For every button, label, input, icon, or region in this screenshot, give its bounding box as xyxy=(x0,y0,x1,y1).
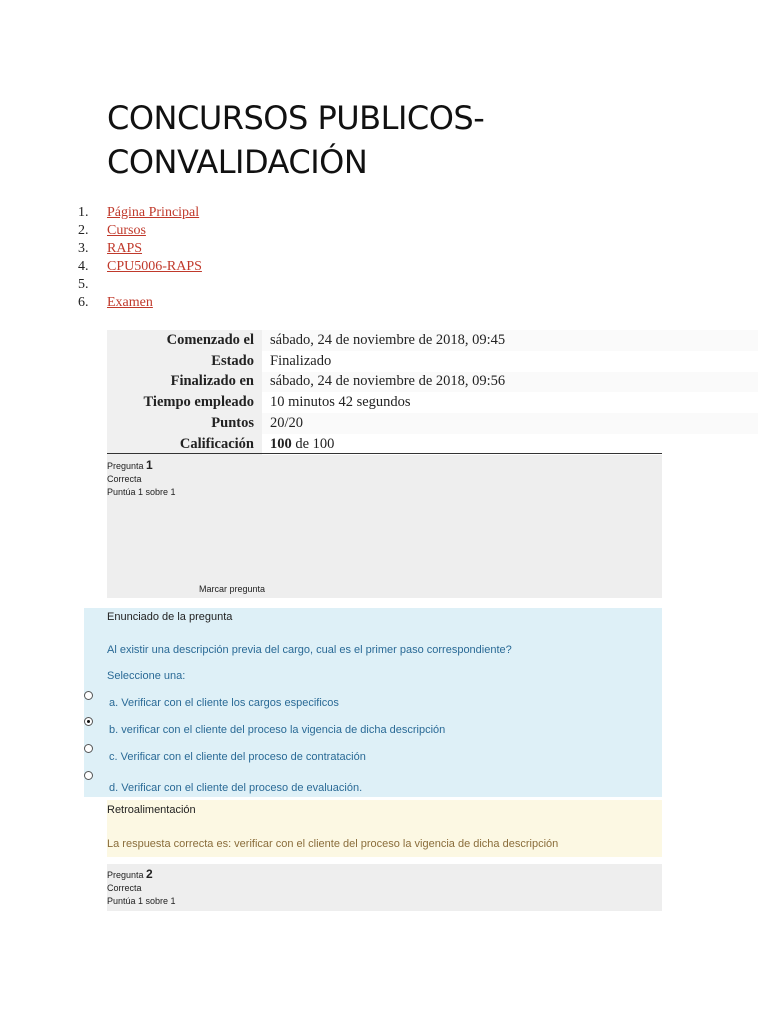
breadcrumb-link-course[interactable]: CPU5006-RAPS xyxy=(107,259,202,274)
question-info-2 xyxy=(107,864,662,911)
radio-option-c[interactable] xyxy=(84,744,93,753)
breadcrumb-link-pagina-principal[interactable]: Página Principal xyxy=(107,205,200,220)
radio-option-d[interactable] xyxy=(84,771,93,780)
question-status: Correcta xyxy=(107,883,142,893)
answer-option-d[interactable]: d. Verificar con el cliente del proceso de evaluación. xyxy=(109,782,363,794)
summary-value: Finalizado xyxy=(262,351,758,372)
question-label: Pregunta xyxy=(107,870,144,880)
feedback-block xyxy=(107,800,662,857)
breadcrumb-link-raps[interactable]: RAPS xyxy=(107,241,143,256)
question-info-1 xyxy=(107,455,662,598)
summary-value: sábado, 24 de noviembre de 2018, 09:45 xyxy=(262,330,758,351)
summary-label: Puntos xyxy=(107,413,262,434)
correct-answer-text: La respuesta correcta es: verificar con el cliente del proceso la vigencia de dicha descripción xyxy=(107,838,559,850)
flag-question-link[interactable]: Marcar pregunta xyxy=(199,584,266,594)
summary-row-points xyxy=(107,413,758,434)
question-score: Puntúa 1 sobre 1 xyxy=(107,896,176,906)
breadcrumb-number: 1. xyxy=(78,205,89,220)
summary-row-time xyxy=(107,392,758,413)
breadcrumb-number: 2. xyxy=(78,223,89,238)
summary-row-state xyxy=(107,351,758,372)
grade-score: 100 xyxy=(270,435,292,452)
answer-option-c[interactable]: c. Verificar con el cliente del proceso de contratación xyxy=(109,751,366,763)
breadcrumb-number: 3. xyxy=(78,241,89,256)
question-prompt: Al existir una descripción previa del cargo, cual es el primer paso correspondiente? xyxy=(107,644,512,656)
breadcrumb-item xyxy=(78,258,202,276)
summary-row-started xyxy=(107,330,758,351)
question-label: Pregunta xyxy=(107,461,144,471)
breadcrumb-link-examen[interactable]: Examen xyxy=(107,295,153,310)
divider xyxy=(107,453,662,454)
breadcrumb-item xyxy=(78,204,202,222)
grade-suffix: de 100 xyxy=(291,435,335,452)
question-text-heading: Enunciado de la pregunta xyxy=(107,611,233,623)
question-text-block xyxy=(84,608,662,797)
summary-value: sábado, 24 de noviembre de 2018, 09:56 xyxy=(262,372,758,393)
summary-value: 10 minutos 42 segundos xyxy=(262,392,758,413)
feedback-heading: Retroalimentación xyxy=(107,804,196,816)
summary-label: Tiempo empleado xyxy=(107,392,262,413)
answer-option-b[interactable]: b. verificar con el cliente del proceso la vigencia de dicha descripción xyxy=(109,724,446,736)
breadcrumb-number: 4. xyxy=(78,259,89,274)
answer-option-a[interactable]: a. Verificar con el cliente los cargos especificos xyxy=(109,697,339,709)
radio-option-b[interactable] xyxy=(84,717,93,726)
breadcrumb-number: 5. xyxy=(78,277,89,292)
breadcrumb-item xyxy=(78,240,202,258)
breadcrumb xyxy=(78,204,202,312)
summary-label: Finalizado en xyxy=(107,372,262,393)
breadcrumb-item xyxy=(78,222,202,240)
attempt-summary-table xyxy=(107,330,758,455)
summary-label: Comenzado el xyxy=(107,330,262,351)
question-number-line xyxy=(107,868,662,882)
summary-label: Estado xyxy=(107,351,262,372)
breadcrumb-link-cursos[interactable]: Cursos xyxy=(107,223,146,238)
question-score: Puntúa 1 sobre 1 xyxy=(107,487,176,497)
summary-row-finished xyxy=(107,372,758,393)
page-title: CONCURSOS PUBLICOS- CONVALIDACIÓN xyxy=(107,99,485,181)
breadcrumb-item xyxy=(78,294,202,312)
breadcrumb-number: 6. xyxy=(78,295,89,310)
breadcrumb-item xyxy=(78,276,202,294)
question-number-line xyxy=(107,459,662,473)
question-number: 1 xyxy=(146,458,153,472)
summary-label: Calificación xyxy=(107,434,262,455)
radio-option-a[interactable] xyxy=(84,691,93,700)
summary-row-grade xyxy=(107,434,758,455)
summary-value xyxy=(262,434,758,455)
select-one-label: Seleccione una: xyxy=(107,670,186,682)
question-status: Correcta xyxy=(107,474,142,484)
question-number: 2 xyxy=(146,867,153,881)
summary-value: 20/20 xyxy=(262,413,758,434)
